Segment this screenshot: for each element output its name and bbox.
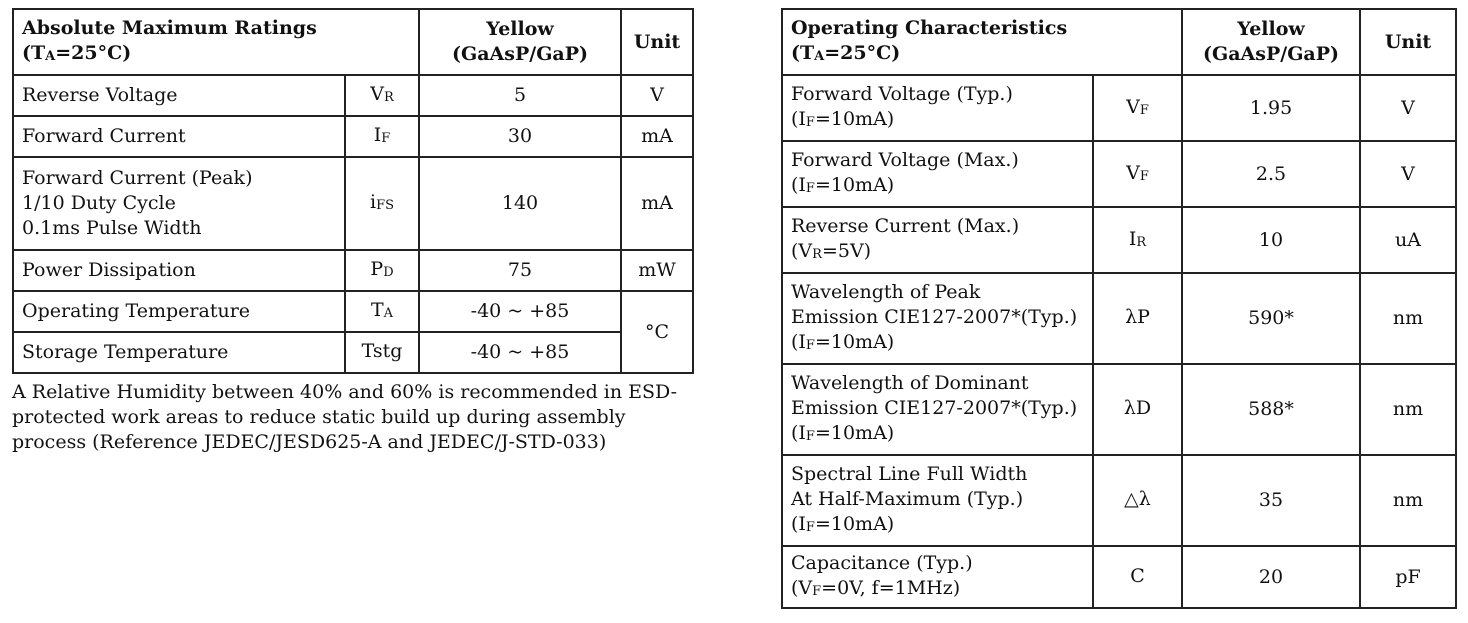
- param-cell: Storage Temperature: [13, 332, 345, 373]
- symbol-cell: IR: [1093, 207, 1182, 273]
- table-header-row: [782, 9, 1456, 75]
- table-row: [782, 207, 1456, 273]
- table-title-cell: [13, 9, 419, 75]
- test-condition: (IF=10mA): [791, 174, 895, 196]
- table-title-cell: [782, 9, 1182, 75]
- value-cell: 35: [1182, 455, 1360, 546]
- symbol-cell: PD: [345, 250, 419, 291]
- param-cell: Reverse Current (Max.) (VR=5V): [782, 207, 1093, 273]
- unit-cell: nm: [1360, 364, 1456, 455]
- symbol-cell: △λ: [1093, 455, 1182, 546]
- column-header-unit: Unit: [1360, 9, 1456, 75]
- absolute-max-ratings-table: [12, 8, 694, 374]
- symbol-cell: iFS: [345, 157, 419, 250]
- unit-cell: V: [1360, 75, 1456, 141]
- param-cell: Wavelength of Peak Emission CIE127-2007*(Typ.) (IF=10mA): [782, 273, 1093, 364]
- unit-cell: V: [621, 75, 693, 116]
- table-row: [782, 141, 1456, 207]
- symbol-cell: VR: [345, 75, 419, 116]
- table-condition: (TA=25°C): [22, 42, 132, 64]
- symbol-cell: λD: [1093, 364, 1182, 455]
- table-row: [782, 364, 1456, 455]
- table-row: [13, 157, 693, 250]
- unit-cell: mA: [621, 157, 693, 250]
- value-cell: 2.5: [1182, 141, 1360, 207]
- symbol-cell: TA: [345, 291, 419, 332]
- unit-cell: nm: [1360, 455, 1456, 546]
- column-header-yellow: Yellow (GaAsP/GaP): [1182, 9, 1360, 75]
- symbol-cell: IF: [345, 116, 419, 157]
- value-cell: 588*: [1182, 364, 1360, 455]
- table-title: Operating Characteristics: [791, 17, 1068, 39]
- operating-characteristics-table: [781, 8, 1457, 609]
- param-cell: Forward Voltage (Max.) (IF=10mA): [782, 141, 1093, 207]
- unit-cell: mA: [621, 116, 693, 157]
- test-condition: (VF=0V, f=1MHz): [791, 577, 961, 599]
- table-title: Absolute Maximum Ratings: [22, 17, 317, 39]
- param-cell: Capacitance (Typ.) (VF=0V, f=1MHz): [782, 546, 1093, 608]
- test-condition: (IF=10mA): [791, 331, 895, 353]
- symbol-cell: Tstg: [345, 332, 419, 373]
- unit-cell: uA: [1360, 207, 1456, 273]
- param-cell: Forward Voltage (Typ.) (IF=10mA): [782, 75, 1093, 141]
- value-cell: 590*: [1182, 273, 1360, 364]
- unit-cell: mW: [621, 250, 693, 291]
- symbol-cell: λP: [1093, 273, 1182, 364]
- value-cell: 20: [1182, 546, 1360, 608]
- unit-cell: pF: [1360, 546, 1456, 608]
- test-condition: (IF=10mA): [791, 422, 895, 444]
- value-cell: -40 ~ +85: [419, 332, 621, 373]
- column-header-yellow: Yellow (GaAsP/GaP): [419, 9, 621, 75]
- test-condition: (VR=5V): [791, 240, 872, 262]
- param-cell: Wavelength of Dominant Emission CIE127-2007*(Typ.) (IF=10mA): [782, 364, 1093, 455]
- symbol-cell: C: [1093, 546, 1182, 608]
- test-condition: (IF=10mA): [791, 513, 895, 535]
- table-row: [782, 546, 1456, 608]
- test-condition: (IF=10mA): [791, 108, 895, 130]
- table-row: [782, 273, 1456, 364]
- value-cell: 1.95: [1182, 75, 1360, 141]
- table-header-row: [13, 9, 693, 75]
- value-cell: 30: [419, 116, 621, 157]
- table-row: [782, 455, 1456, 546]
- table-row: [13, 332, 693, 373]
- table-row: [782, 75, 1456, 141]
- param-cell: Operating Temperature: [13, 291, 345, 332]
- value-cell: 140: [419, 157, 621, 250]
- table-row: [13, 291, 693, 332]
- param-cell: Power Dissipation: [13, 250, 345, 291]
- table-row: [13, 75, 693, 116]
- value-cell: 5: [419, 75, 621, 116]
- table-row: [13, 250, 693, 291]
- unit-cell: V: [1360, 141, 1456, 207]
- param-cell: Forward Current (Peak) 1/10 Duty Cycle 0.1ms Pulse Width: [13, 157, 345, 250]
- humidity-note: A Relative Humidity between 40% and 60% is recommended in ESD-protected work areas to reduce static build up during assembly process (Reference JEDEC/JESD625-A and JEDEC/J-STD-033): [12, 381, 678, 453]
- table-condition: (TA=25°C): [791, 42, 901, 64]
- value-cell: -40 ~ +85: [419, 291, 621, 332]
- unit-cell: nm: [1360, 273, 1456, 364]
- symbol-cell: VF: [1093, 141, 1182, 207]
- table-row: [13, 116, 693, 157]
- column-header-unit: Unit: [621, 9, 693, 75]
- param-cell: Spectral Line Full Width At Half-Maximum (Typ.) (IF=10mA): [782, 455, 1093, 546]
- value-cell: 10: [1182, 207, 1360, 273]
- param-cell: Forward Current: [13, 116, 345, 157]
- param-cell: Reverse Voltage: [13, 75, 345, 116]
- value-cell: 75: [419, 250, 621, 291]
- unit-cell: °C: [621, 291, 693, 373]
- symbol-cell: VF: [1093, 75, 1182, 141]
